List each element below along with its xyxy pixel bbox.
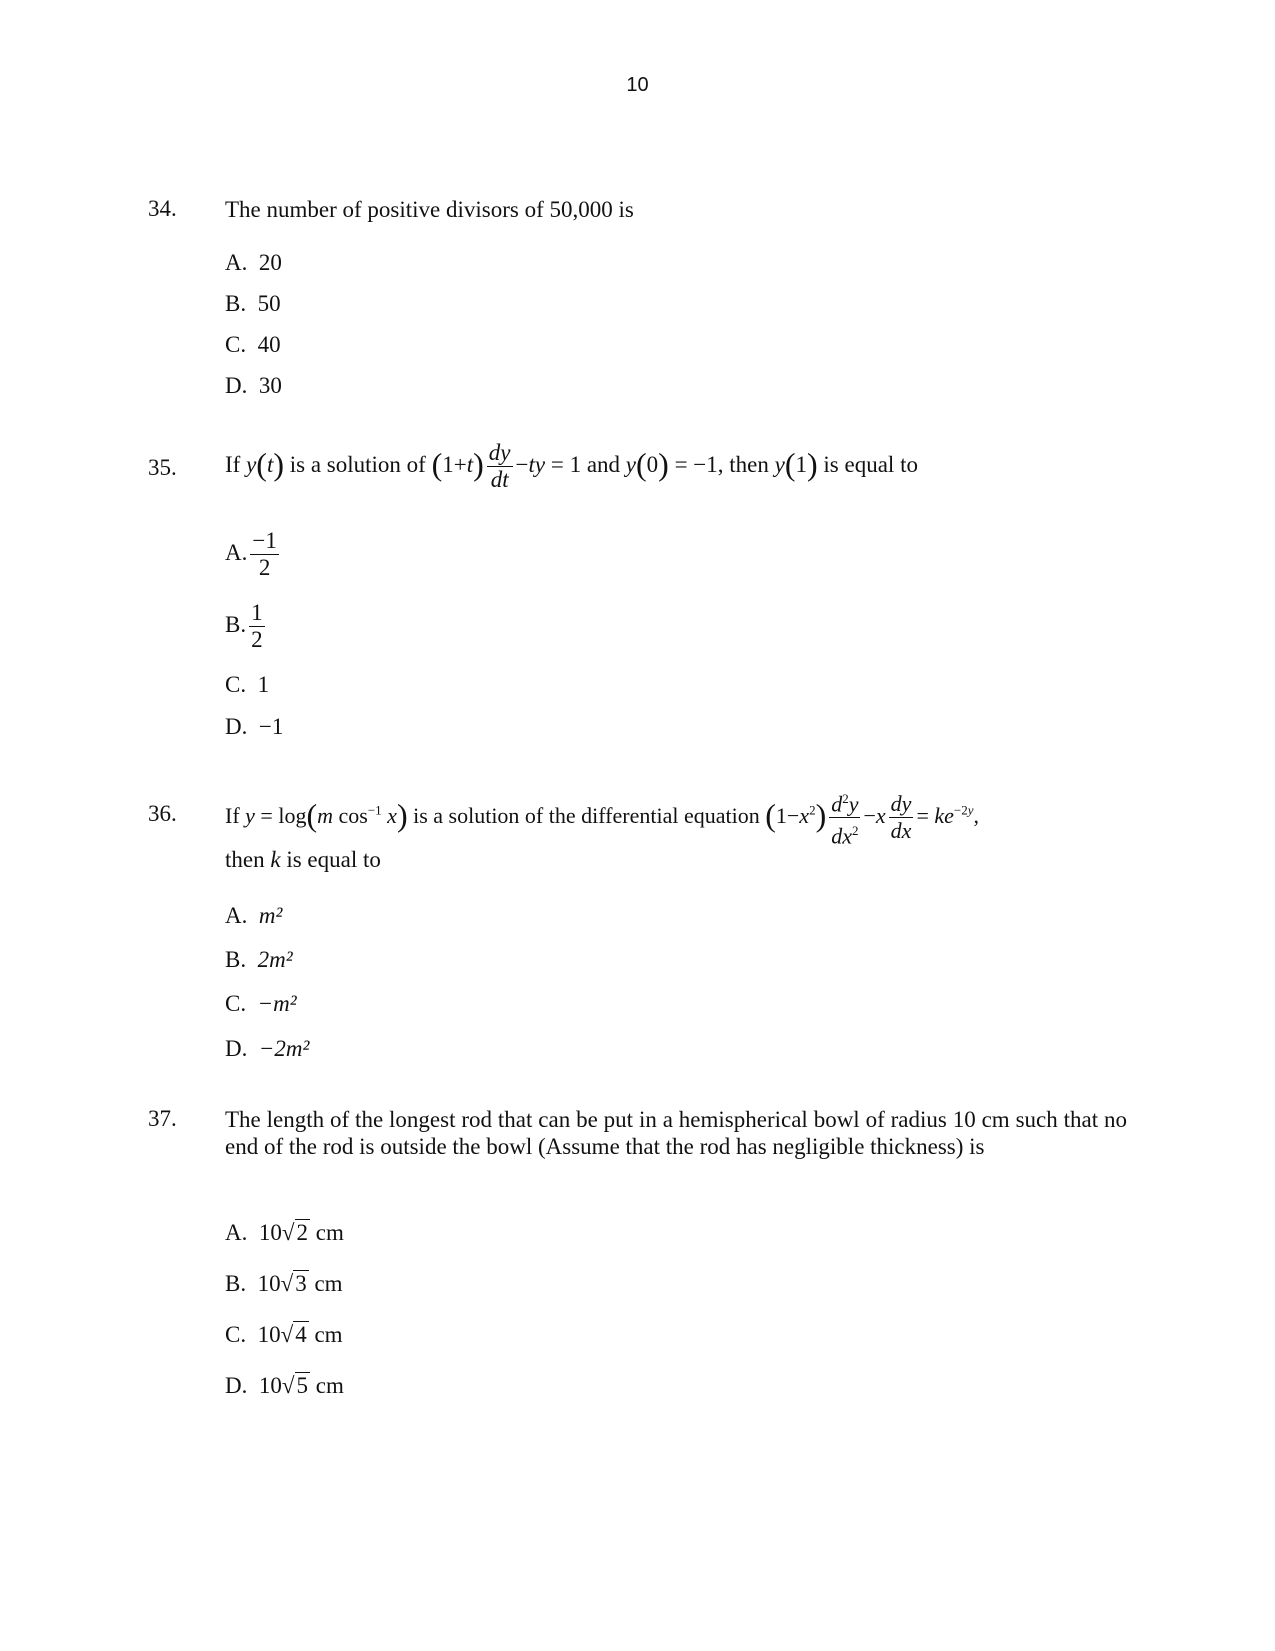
option-letter: B. <box>225 611 247 637</box>
option-letter: C. <box>225 991 247 1016</box>
fraction: $\frac{d^2y}{dx^2}$ <box>829 786 860 850</box>
option-letter: A. <box>225 250 248 275</box>
option-letter: A. <box>225 903 248 928</box>
option-a: A. 10√2 cm <box>225 1220 344 1245</box>
option-value: 1 <box>257 672 270 697</box>
sqrt-icon: √ <box>281 1373 295 1398</box>
option-letter: C. <box>225 1322 247 1347</box>
option-letter: B. <box>225 291 247 316</box>
option-letter: C. <box>225 672 247 697</box>
option-value: m² <box>258 903 283 928</box>
option-letter: D. <box>225 373 248 398</box>
option-letter: A. <box>225 539 248 565</box>
option-c <box>225 332 281 358</box>
option-b <box>225 600 268 653</box>
question-number: 34. <box>148 196 177 221</box>
option-fraction: $\frac{-1}{2}$ <box>252 528 277 580</box>
option-value: 30 <box>258 373 282 398</box>
option-c <box>225 991 297 1017</box>
sqrt-icon: √ <box>280 1271 294 1296</box>
sqrt-icon: √ <box>281 1220 295 1245</box>
option-value: 50 <box>257 291 281 316</box>
option-letter: D. <box>225 1373 248 1398</box>
option-d: D. 10√5 cm <box>225 1373 344 1398</box>
option-d <box>225 1036 309 1062</box>
option-value: 2m² <box>257 947 293 972</box>
option-b: B. 10√3 cm <box>225 1271 343 1296</box>
question-stem-line-2: then k is equal to <box>225 847 381 872</box>
question-stem: If y(t) is a solution of (1+t) $\frac{dy}{dt}$ −ty = 1 and y(0) = −1, then y(1) is equal to <box>225 440 918 492</box>
option-a <box>225 903 282 929</box>
option-d <box>225 714 283 740</box>
option-a <box>225 250 282 276</box>
option-a <box>225 528 282 581</box>
option-b <box>225 291 281 317</box>
option-letter: C. <box>225 332 247 357</box>
option-value: −2m² <box>258 1036 310 1061</box>
sqrt-icon: √ <box>280 1322 294 1347</box>
option-c: C. 10√4 cm <box>225 1322 343 1347</box>
option-letter: D. <box>225 1036 248 1061</box>
question-stem: The number of positive divisors of 50,000 is <box>225 197 634 222</box>
question-number: 35. <box>148 455 177 480</box>
option-letter: D. <box>225 714 248 739</box>
option-value: 20 <box>258 250 282 275</box>
question-stem: The length of the longest rod that can be put in a hemispherical bowl of radius 10 cm such that no end of the rod is outside the bowl (Assume that the rod has negligible thickness) is <box>225 1107 1127 1159</box>
option-b <box>225 947 293 973</box>
option-letter: A. <box>225 1220 248 1245</box>
option-value: −m² <box>257 991 297 1016</box>
page-number: 10 <box>626 74 649 96</box>
option-letter: B. <box>225 947 247 972</box>
option-c <box>225 672 269 698</box>
fraction: $\frac{dy}{dx}$ <box>890 791 912 844</box>
fraction: $\frac{dy}{dt}$ <box>488 440 511 492</box>
option-value: 40 <box>257 332 281 357</box>
option-letter: B. <box>225 1271 247 1296</box>
option-value: −1 <box>258 714 284 739</box>
question-stem: If y = log(m $\cos^{-1} x$) is a solution of the differential equation $(1-x^2)$ $\frac{d^2y}{dx^2}$ −x $\frac{dy}{dx}$ = $ke^{-2y}$, <box>225 786 979 850</box>
question-number: 36. <box>148 801 177 826</box>
option-d <box>225 373 282 399</box>
question-number: 37. <box>148 1106 177 1131</box>
option-fraction: $\frac{1}{2}$ <box>251 600 263 652</box>
